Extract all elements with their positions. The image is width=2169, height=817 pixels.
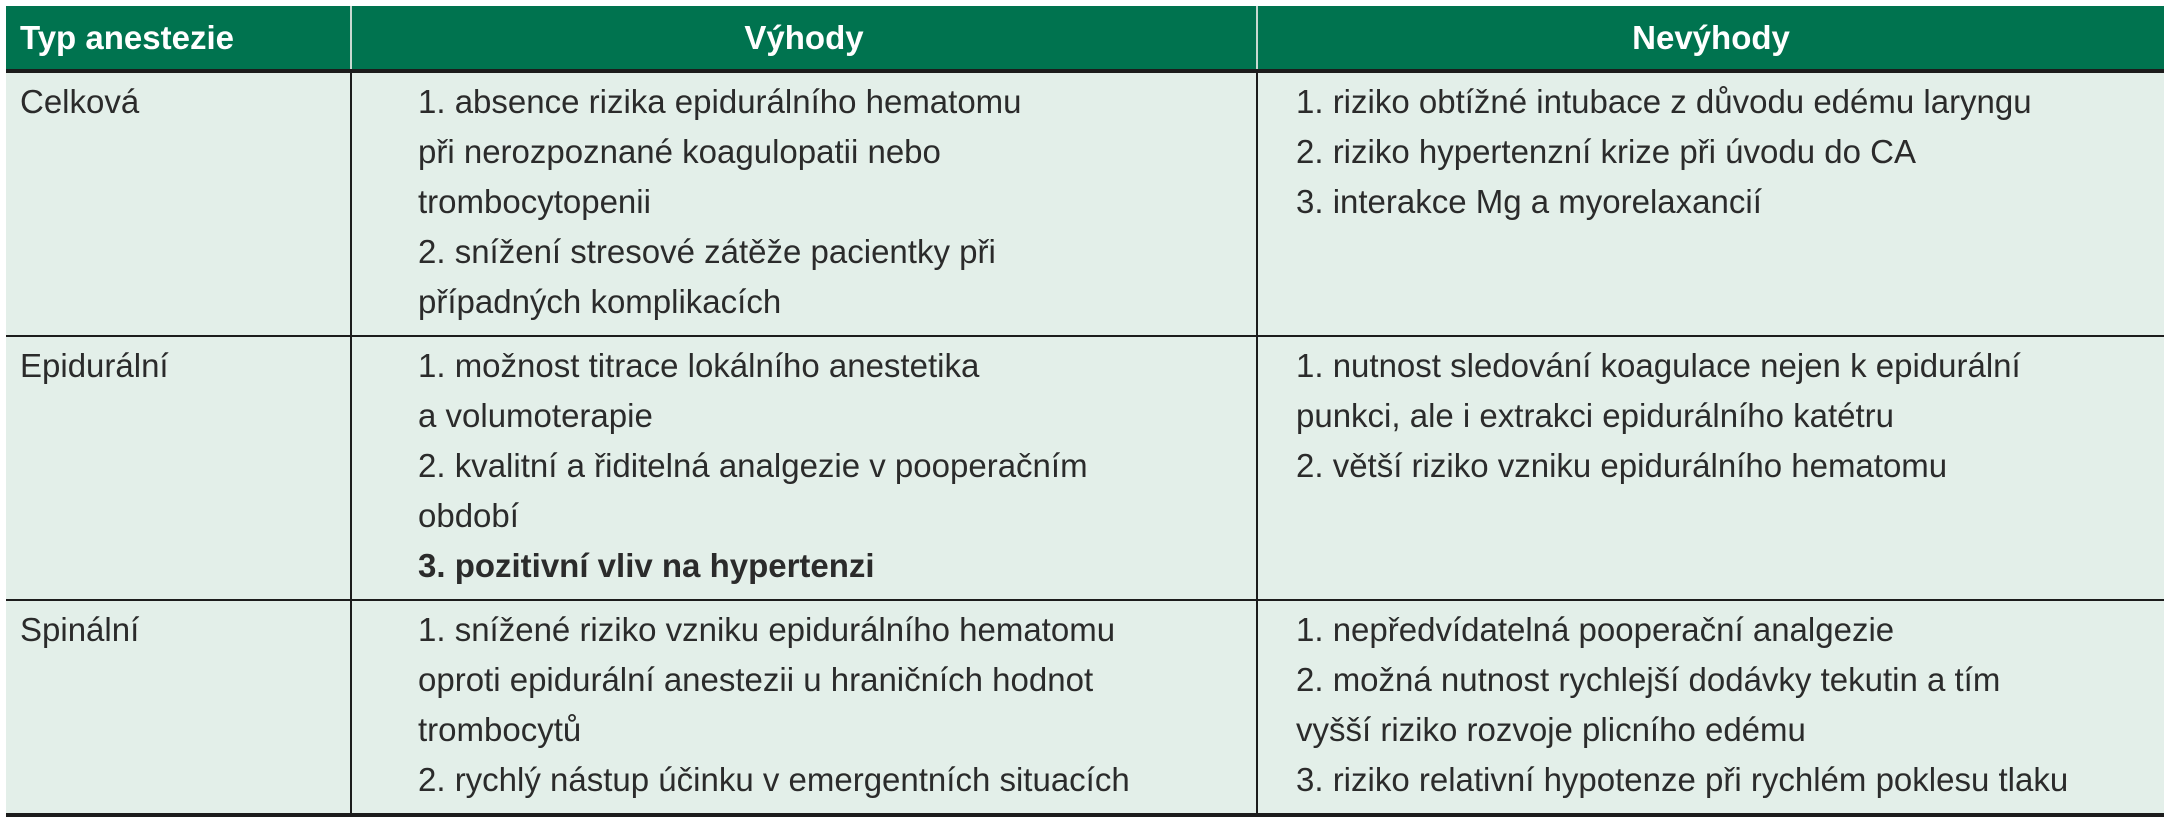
disadvantage-line: vyšší riziko rozvoje plicního edému [1296, 711, 1806, 748]
table-row-celkova [6, 71, 2164, 336]
cell-disadvantages [1257, 336, 2164, 600]
disadvantage-line: 2. riziko hypertenzní krize při úvodu do CA [1296, 133, 1916, 170]
disadvantage-line: 2. možná nutnost rychlejší dodávky tekutin a tím [1296, 661, 2001, 698]
disadvantage-line: 3. interakce Mg a myorelaxancií [1296, 183, 1762, 220]
advantage-line: případných komplikacích [418, 283, 782, 320]
advantage-line: 2. rychlý nástup účinku v emergentních situacích [418, 761, 1130, 798]
cell-disadvantages [1257, 600, 2164, 815]
advantage-line: při nerozpoznané koagulopatii nebo [418, 133, 941, 170]
cell-type: Spinální [6, 600, 351, 815]
advantage-line: a volumoterapie [418, 397, 653, 434]
advantage-line: 2. kvalitní a řiditelná analgezie v pooperačním [418, 447, 1088, 484]
table-row-epiduralni [6, 336, 2164, 600]
advantage-line: 2. snížení stresové zátěže pacientky při [418, 233, 996, 270]
header-row [6, 6, 2164, 71]
advantage-line-bold: 3. pozitivní vliv na hypertenzi [418, 547, 875, 584]
header-type: Typ anestezie [6, 6, 351, 71]
cell-type: Epidurální [6, 336, 351, 600]
disadvantage-line: 1. riziko obtížné intubace z důvodu edému laryngu [1296, 83, 2032, 120]
advantage-line: 1. snížené riziko vzniku epidurálního hematomu [418, 611, 1116, 648]
advantage-line: 1. absence rizika epidurálního hematomu [418, 83, 1022, 120]
table-container [6, 6, 2164, 817]
disadvantage-line: 1. nutnost sledování koagulace nejen k epidurální [1296, 347, 2021, 384]
header-disadvantages: Nevýhody [1257, 6, 2164, 71]
anesthesia-comparison-table [6, 6, 2164, 817]
cell-advantages [351, 336, 1257, 600]
cell-type: Celková [6, 71, 351, 336]
advantage-line: oproti epidurální anestezii u hraničních hodnot [418, 661, 1094, 698]
disadvantage-line: 1. nepředvídatelná pooperační analgezie [1296, 611, 1895, 648]
cell-advantages [351, 71, 1257, 336]
advantage-line: trombocytů [418, 711, 582, 748]
disadvantage-line: 2. větší riziko vzniku epidurálního hematomu [1296, 447, 1948, 484]
cell-disadvantages [1257, 71, 2164, 336]
advantage-line: 1. možnost titrace lokálního anestetika [418, 347, 980, 384]
advantage-line: trombocytopenii [418, 183, 651, 220]
table-row-spinalni [6, 600, 2164, 815]
header-advantages: Výhody [351, 6, 1257, 71]
advantage-line: období [418, 497, 519, 534]
cell-advantages [351, 600, 1257, 815]
disadvantage-line: 3. riziko relativní hypotenze při rychlém poklesu tlaku [1296, 761, 2069, 798]
disadvantage-line: punkci, ale i extrakci epidurálního katétru [1296, 397, 1894, 434]
